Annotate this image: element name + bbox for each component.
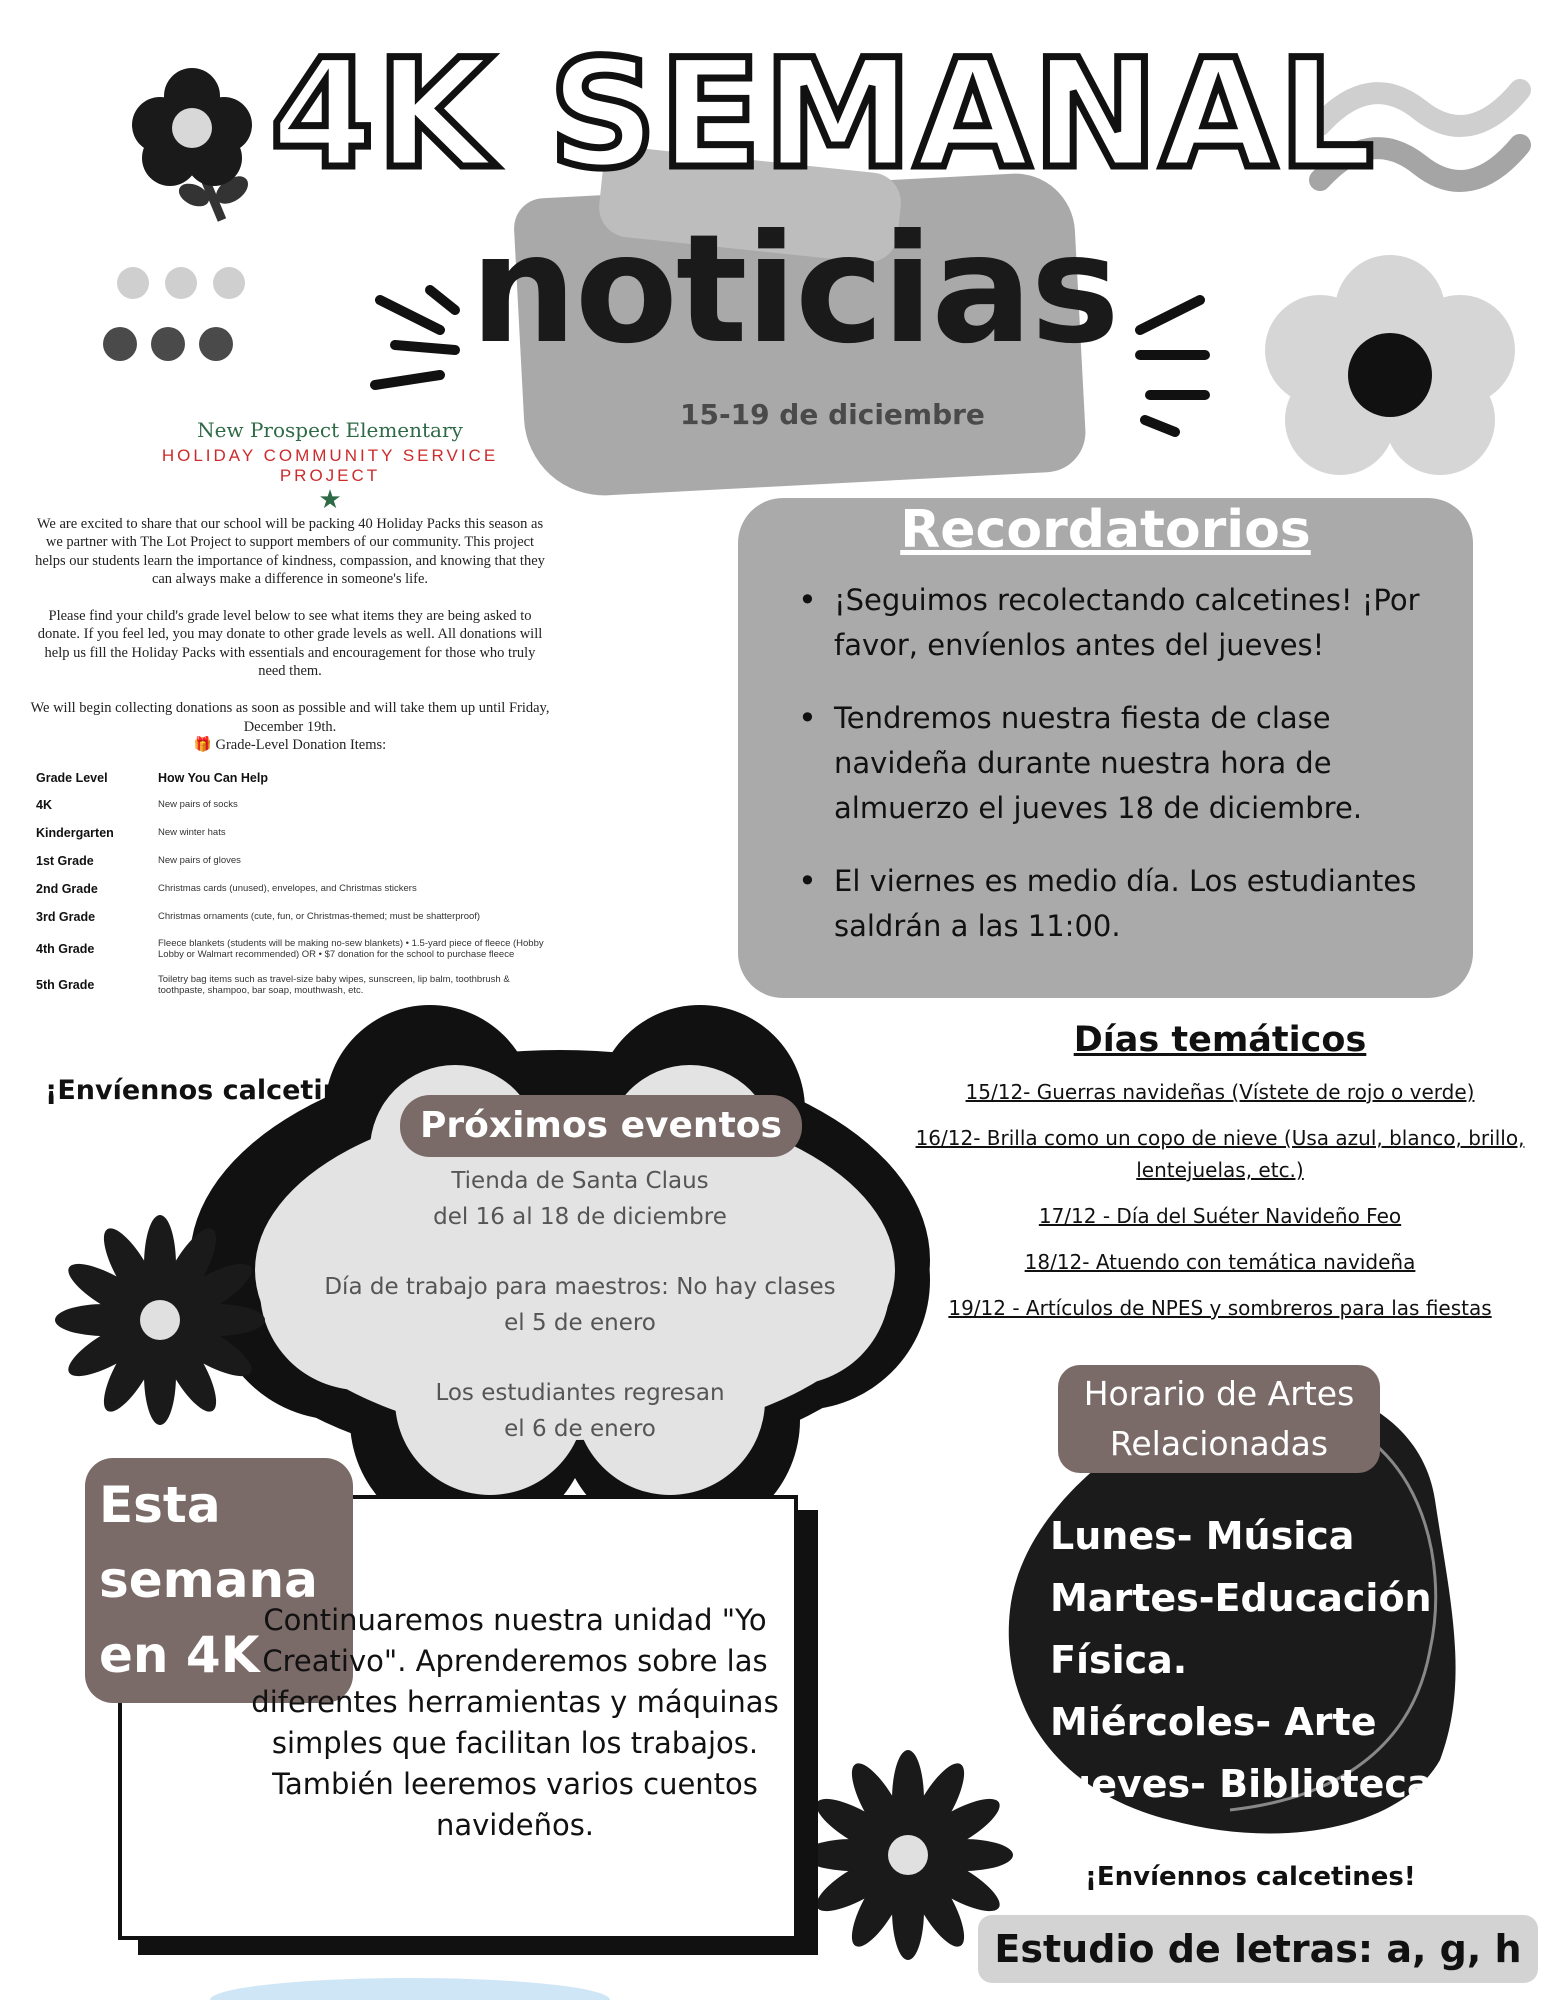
table-header-grade: Grade Level [36,770,108,785]
grade-cell: 3rd Grade [36,909,96,924]
help-cell: New pairs of gloves [158,855,241,867]
table-row [30,875,550,903]
list-item: Martes-Educación [1050,1576,1432,1620]
help-cell: New winter hats [158,827,226,839]
theme-days [900,1020,1540,1338]
title-4k-semanal: 4K SEMANAL [270,28,1376,202]
event-line: Tienda de Santa Claus [451,1168,709,1194]
title-noticias: noticias [470,203,1118,377]
schedule-list [1050,1505,1480,1815]
schedule-title-line: Relacionadas [1109,1424,1329,1463]
reminders-list [798,578,1423,949]
event-line: Los estudiantes regresan [435,1380,725,1406]
holiday-project-flyer [30,418,550,1003]
schedule-title-line: Horario de Artes [1083,1374,1355,1413]
donation-table [30,765,550,1003]
events-title: Próximos eventos [400,1095,802,1157]
this-week-tag-line: semana [99,1551,318,1609]
list-item: 17/12 - Día del Suéter Navideño Feo [1038,1204,1402,1228]
event-line: el 6 de enero [504,1416,656,1442]
help-cell: Fleece blankets (students will be making no-sew blankets) • 1.5-yard piece of fleece (Hobby Lobby or Walmart recommended) OR • $7 donation for the school to purchase fleece [158,937,544,960]
schedule-title [1058,1365,1380,1473]
flyer-paragraph-4: 🎁 Grade-Level Donation Items: [193,737,387,754]
letter-study: Estudio de letras: a, g, h [978,1915,1538,1983]
table-row [30,819,550,847]
dots-icon [103,267,245,361]
send-socks-note-2: ¡Envíennos calcetines! [1085,1862,1416,1892]
flyer-paragraph-1: We are excited to share that our school will be packing 40 Holiday Packs this season as we partner with The Lot Project to support members of our community. This project helps our students learn the importance of kindness, compassion, and knowing that they can always make a difference in someone's life. [35,515,545,588]
help-cell: Christmas cards (unused), envelopes, and Christmas stickers [158,883,417,895]
table-row [30,931,550,967]
help-cell: New pairs of socks [158,799,238,811]
list-item: 19/12 - Artículos de NPES y sombreros para las fiestas [948,1296,1492,1320]
grade-cell: 4K [36,797,52,812]
list-item: Física. [1050,1638,1188,1682]
send-socks-note: ¡Envíennos calcetines! [45,1075,389,1106]
list-item: Lunes- Música [1050,1514,1355,1558]
flyer-paragraph-2: Please find your child's grade level below to see what items they are being asked to donate. If you feel led, you may donate to other grade levels as well. All donations will help us fill the Holiday Packs with essentials and encouragement for those who truly need them. [37,607,543,680]
list-item: Miércoles- Arte [1050,1700,1377,1744]
table-header-row [30,765,550,791]
blue-shape [210,1978,610,2000]
reminders-title: Recordatorios [900,500,1311,560]
grade-cell: 1st Grade [36,853,94,868]
table-row [30,791,550,819]
list-item: • El viernes es medio día. Los estudiantes saldrán a las 11:00. [798,859,1423,949]
help-cell: Christmas ornaments (cute, fun, or Christmas-themed; must be shatterproof) [158,911,481,923]
list-item: • Tendremos nuestra fiesta de clase navideña durante nuestra hora de almuerzo el jueves 18 de diciembre. [798,696,1423,831]
week-dates: 15-19 de diciembre [680,398,985,431]
events-list [260,1163,900,1447]
list-item: 16/12- Brilla como un copo de nieve (Usa azul, blanco, brillo, lentejuelas, etc.) [915,1126,1525,1182]
help-cell: Toiletry bag items such as travel-size baby wipes, sunscreen, lip balm, toothbrush & toothpaste, shampoo, bar soap, mouthwash, etc. [158,973,510,996]
flyer-paragraph-3: We will begin collecting donations as soon as possible and will take them up until Friday, December 19th. [30,699,550,735]
grade-cell: 4th Grade [36,941,95,956]
list-item: 18/12- Atuendo con temática navideña [1024,1250,1416,1274]
flower-top-left-icon [132,68,253,220]
list-item: Jueves- Biblioteca [1050,1762,1433,1806]
this-week-tag-line: en 4K [99,1626,260,1684]
list-item: • ¡Seguimos recolectando calcetines! ¡Por favor, envíenlos antes del jueves! [798,578,1423,668]
list-item: 15/12- Guerras navideñas (Vístete de rojo o verde) [965,1080,1475,1104]
table-row [30,903,550,931]
flyer-project-title: HOLIDAY COMMUNITY SERVICE PROJECT [161,446,499,485]
theme-days-title: Días temáticos [1073,1020,1367,1060]
event-line: el 5 de enero [504,1310,656,1336]
grade-cell: 5th Grade [36,977,95,992]
event-line: Día de trabajo para maestros: No hay clases [324,1274,836,1300]
star-icon: ★ [318,485,342,515]
grade-cell: 2nd Grade [36,881,98,896]
flower-right-icon [1265,255,1515,475]
table-header-help: How You Can Help [158,770,268,785]
grade-cell: Kindergarten [36,825,114,840]
flyer-school-name: New Prospect Elementary [197,418,463,442]
reminders-panel [738,498,1473,998]
event-line: del 16 al 18 de diciembre [433,1204,727,1230]
this-week-text: Continuaremos nuestra unidad "Yo Creativo". Aprenderemos sobre las diferentes herramientas y máquinas simples que facilitan los trabajos. También leeremos varios cuentos navideños. [251,1603,779,1842]
table-row [30,847,550,875]
table-row [30,967,550,1003]
this-week-tag-line: Esta [99,1476,221,1534]
